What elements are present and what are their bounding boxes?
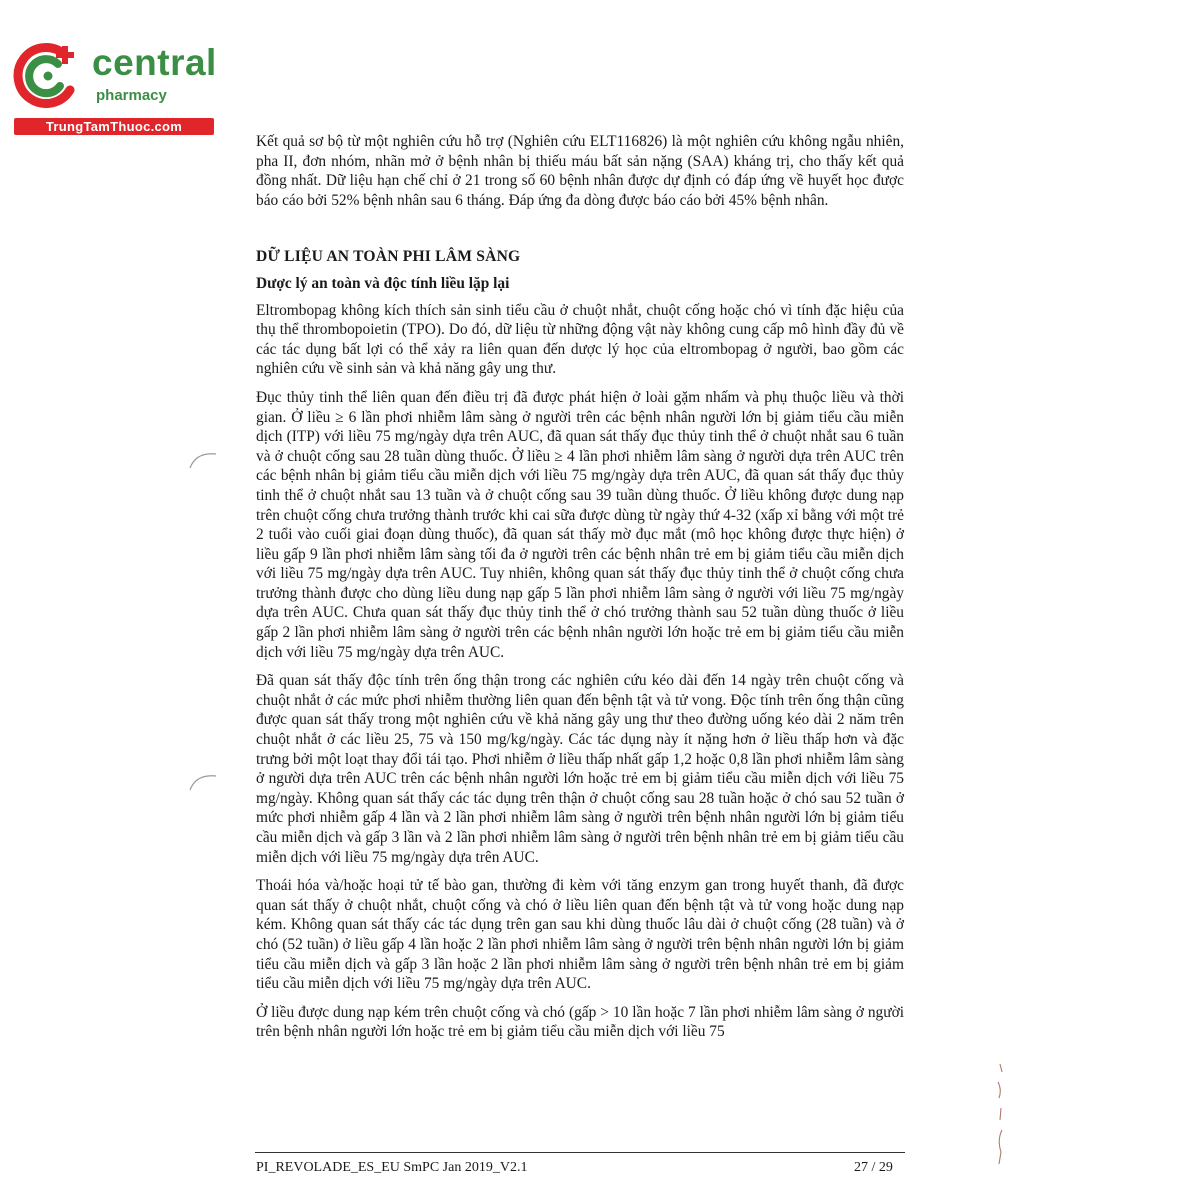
- central-pharmacy-logo-icon: [12, 40, 84, 112]
- punch-hole-mark-icon: [188, 772, 220, 792]
- paragraph: Eltrombopag không kích thích sản sinh tiểu cầu ở chuột nhắt, chuột cống hoặc chó vì tính đặc hiệu của thụ thể thrombopoietin (TPO). Do đó, dữ liệu từ những động vật này không cung cấp mô hình đầy đủ về các tác dụng bất lợi có thể xảy ra liên quan đến dược lý học của eltrombopag ở người, bao gồm các nghiên cứu về sinh sản và khả năng gây ung thư.: [256, 301, 904, 378]
- punch-hole-mark-icon: [188, 450, 220, 470]
- footer-document-id: PI_REVOLADE_ES_EU SmPC Jan 2019_V2.1: [256, 1160, 528, 1175]
- paragraph: Đục thủy tinh thể liên quan đến điều trị đã được phát hiện ở loài gặm nhấm và phụ thuộc liều và thời gian. Ở liều ≥ 6 lần phơi nhiễm lâm sàng ở người trên các bệnh nhân người lớn bị giảm tiểu cầu miễn dịch (ITP) với liều 75 mg/ngày dựa trên AUC, đã quan sát thấy đục thủy tinh thể ở chuột nhắt sau 6 tuần và ở chuột cống sau 28 tuần dùng thuốc. Ở liều ≥ 4 lần phơi nhiễm lâm sàng ở người dựa trên AUC trên các bệnh nhân bị giảm tiểu cầu miễn dịch với liều 75 mg/ngày dựa trên AUC, đã quan sát thấy đục thủy tinh thể ở chuột nhắt sau 13 tuần và ở chuột cống sau 39 tuần dùng thuốc. Ở liều không được dung nạp trên chuột cống chưa trưởng thành trước khi cai sữa được dùng từ ngày thứ 4-32 (xấp xỉ bằng với một trẻ 2 tuổi vào cuối giai đoạn dùng thuốc), đã quan sát thấy mờ đục mắt (mô học không được thực hiện) ở liều gấp 9 lần phơi nhiễm lâm sàng tối đa ở người trên các bệnh nhân trẻ em bị giảm tiểu cầu miễn dịch với liều 75 mg/ngày dựa trên AUC. Tuy nhiên, không quan sát thấy đục thủy tinh thể ở chuột cống chưa trưởng thành được cho dùng liều dung nạp gấp 5 lần phơi nhiễm lâm sàng ở người với liều 75 mg/ngày dựa trên AUC. Chưa quan sát thấy đục thủy tinh thể ở chó trưởng thành sau 52 tuần dùng thuốc ở liều gấp 2 lần phơi nhiễm lâm sàng ở người trên các bệnh nhân người lớn hoặc trẻ em bị giảm tiểu cầu miễn dịch với liều 75 mg/ngày dựa trên AUC.: [256, 388, 904, 661]
- section-heading: DỮ LIỆU AN TOÀN PHI LÂM SÀNG: [256, 248, 521, 266]
- brand-subtitle: pharmacy: [96, 87, 167, 104]
- brand-logo: [10, 38, 215, 138]
- paragraph: Đã quan sát thấy độc tính trên ống thận trong các nghiên cứu kéo dài đến 14 ngày trên chuột cống và chuột nhắt ở các mức phơi nhiễm thường liên quan đến bệnh tật và tử vong. Độc tính trên ống thận cũng được quan sát thấy trong một nghiên cứu về khả năng gây ung thư theo đường uống kéo dài 2 năm trên chuột nhắt ở các liều 25, 75 và 150 mg/kg/ngày. Các tác dụng này ít nặng hơn ở liều thấp hơn và đặc trưng bởi một loạt thay đổi tái tạo. Phơi nhiễm ở liều thấp nhất gấp 1,2 hoặc 0,8 lần phơi nhiễm lâm sàng ở người dựa trên AUC trên các bệnh nhân người lớn hoặc trẻ em bị giảm tiểu cầu miễn dịch với liều 75 mg/ngày. Không quan sát thấy các tác dụng trên thận ở chuột cống sau 28 tuần hoặc ở chó sau 52 tuần ở mức phơi nhiễm gấp 4 lần và 2 lần phơi nhiễm lâm sàng ở người trên bệnh nhân người lớn bị giảm tiểu cầu miễn dịch và gấp 3 lần và 2 lần phơi nhiễm lâm sàng ở người trên bệnh nhân trẻ em bị giảm tiểu cầu miễn dịch với liều 75 mg/ngày dựa trên AUC.: [256, 672, 904, 866]
- brand-name: central: [92, 42, 217, 83]
- paragraph: Thoái hóa và/hoặc hoại tử tế bào gan, thường đi kèm với tăng enzym gan trong huyết thanh, đã được quan sát thấy ở chuột nhắt, chuột cống và chó ở liều liên quan đến bệnh tật và tử vong hoặc dung nạp kém. Không quan sát thấy các tác dụng trên gan sau khi dùng thuốc lâu dài ở chuột cống (28 tuần) và ở chó (52 tuần) ở liều gấp 4 lần hoặc 2 lần phơi nhiễm lâm sàng ở người trên bệnh nhân người lớn bị giảm tiểu cầu miễn dịch và gấp 3 lần hoặc 2 lần phơi nhiễm lâm sàng ở người trên bệnh nhân trẻ em bị giảm tiểu cầu miễn dịch với liều 75 mg/ngày dựa trên AUC.: [256, 877, 904, 993]
- section-subheading: Dược lý an toàn và độc tính liều lặp lại: [256, 274, 510, 292]
- paragraph: Ở liều được dung nạp kém trên chuột cống và chó (gấp > 10 lần hoặc 7 lần phơi nhiễm lâm sàng ở người trên bệnh nhân người lớn hoặc trẻ em bị giảm tiểu cầu miễn dịch với liều 75: [256, 1003, 904, 1041]
- document-body: [256, 132, 904, 1051]
- footer-divider: [255, 1152, 905, 1153]
- footer-page-number: 27 / 29: [854, 1160, 893, 1175]
- brand-url: TrungTamThuoc.com: [14, 118, 214, 135]
- margin-scribble-icon: [988, 1060, 1012, 1170]
- intro-paragraph: Kết quả sơ bộ từ một nghiên cứu hỗ trợ (Nghiên cứu ELT116826) là một nghiên cứu không ngẫu nhiên, pha II, đơn nhóm, nhãn mở ở bệnh nhân bị thiếu máu bất sản nặng (SAA) kháng trị, cho thấy kết quả đồng nhất. Dữ liệu hạn chế chỉ ở 21 trong số 60 bệnh nhân được dự định có đáp ứng về huyết học được báo cáo bởi 52% bệnh nhân sau 6 tháng. Đáp ứng đa dòng được báo cáo bởi 45% bệnh nhân.: [256, 133, 904, 209]
